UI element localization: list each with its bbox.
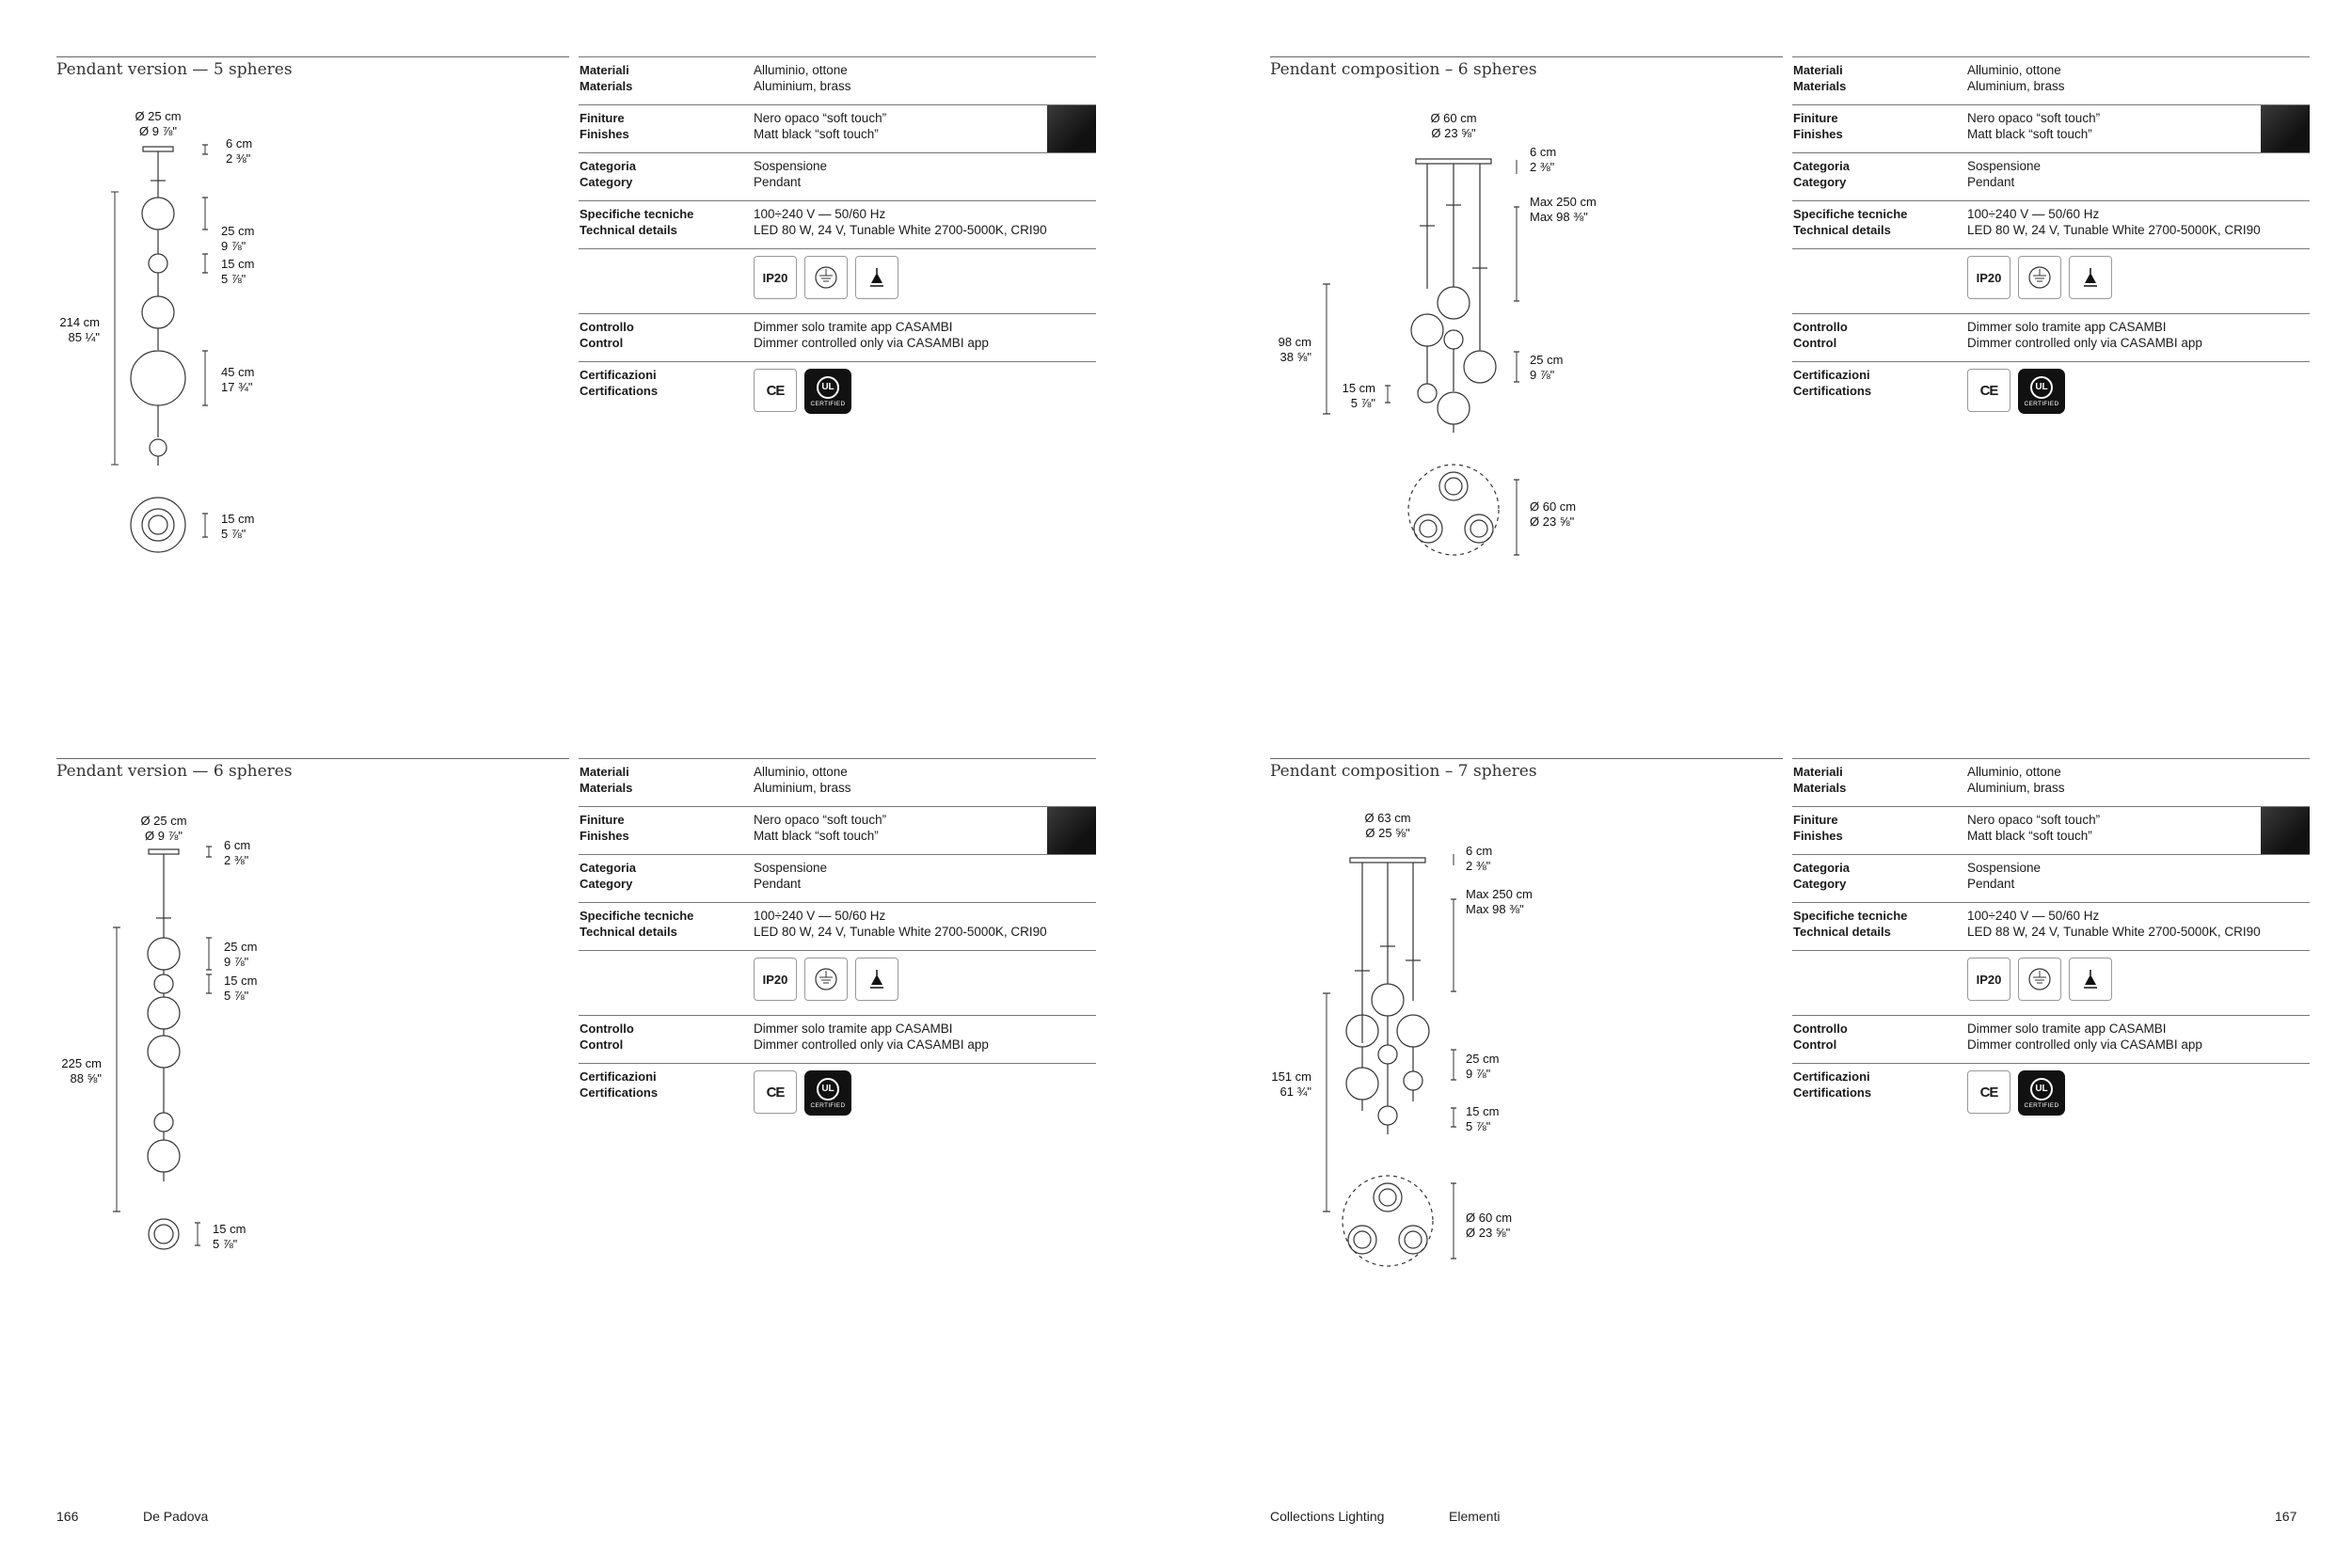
finish-swatch	[1047, 807, 1096, 854]
dim-label: Max 250 cm	[1466, 887, 1533, 901]
spec-row-certifications: Certificazioni Certifications CE UL CERTIFIED	[579, 361, 1096, 426]
dim-label: Ø 9 ⅞"	[138, 124, 178, 138]
spec-row-certifications: Certificazioni Certifications CE UL CERTIFIED	[1792, 1063, 2310, 1128]
sphere	[1378, 1106, 1397, 1125]
dim-label: 9 ⅞"	[224, 955, 249, 969]
spec-row-technical: Specifiche tecniche Technical details 100÷240 V — 50/60 Hz LED 80 W, 24 V, Tunable White 2700-5000K, CRI90	[579, 902, 1096, 950]
title-rule	[56, 56, 569, 57]
brand-name: De Padova	[143, 1509, 209, 1524]
section-name: Elementi	[1449, 1509, 1501, 1524]
dim-label: 6 cm	[1530, 145, 1557, 159]
ul-certified-icon: UL CERTIFIED	[2018, 369, 2065, 414]
ul-certified-icon: UL CERTIFIED	[804, 369, 851, 414]
dim-label: 6 cm	[224, 838, 251, 852]
sphere	[148, 997, 180, 1029]
spec-row-materials: Materiali Materials Alluminio, ottone Aluminium, brass	[1792, 758, 2310, 806]
dim-label: 6 cm	[226, 136, 253, 150]
spec-row-icons	[1792, 950, 2310, 1015]
dim-label: 2 ⅜"	[226, 151, 251, 166]
spec-table	[579, 56, 1096, 426]
plan-view	[149, 1219, 179, 1249]
dim-label: 5 ⅞"	[1350, 396, 1375, 410]
ip20-icon: IP20	[1967, 256, 2010, 299]
spec-row-control: Controllo Control Dimmer solo tramite app CASAMBI Dimmer controlled only via CASAMBI app	[579, 1015, 1096, 1063]
sphere	[148, 938, 180, 970]
spec-row-finishes: Finiture Finishes Nero opaco “soft touch” Matt black “soft touch”	[1792, 806, 2310, 854]
finish-swatch	[1047, 105, 1096, 152]
sphere	[1444, 330, 1463, 349]
spec-row-technical: Specifiche tecniche Technical details 100÷240 V — 50/60 Hz LED 80 W, 24 V, Tunable White 2700-5000K, CRI90	[1792, 200, 2310, 248]
dim-label: Max 98 ⅜"	[1466, 902, 1524, 916]
sphere	[1464, 351, 1496, 383]
spec-row-certifications: Certificazioni Certifications CE UL CERTIFIED	[1792, 361, 2310, 426]
dim-label: 5 ⅞"	[224, 989, 249, 1003]
dim-label: Ø 9 ⅞"	[144, 829, 183, 843]
canopy	[149, 849, 179, 854]
ground-symbol-icon	[804, 958, 848, 1001]
product-panel-5-spheres	[56, 56, 1101, 715]
spec-row-materials: Materiali Materials Alluminio, ottone Aluminium, brass	[579, 758, 1096, 806]
spec-row-finishes: Finiture Finishes Nero opaco “soft touch” Matt black “soft touch”	[579, 104, 1096, 152]
sphere	[149, 254, 167, 273]
ground-symbol-icon	[2018, 256, 2061, 299]
spec-row-control: Controllo Control Dimmer solo tramite app CASAMBI Dimmer controlled only via CASAMBI app	[1792, 313, 2310, 361]
dim-label: 2 ⅜"	[224, 853, 249, 867]
spec-row-technical: Specifiche tecniche Technical details 100÷240 V — 50/60 Hz LED 80 W, 24 V, Tunable White 2700-5000K, CRI90	[579, 200, 1096, 248]
dim-label: 15 cm	[224, 974, 258, 988]
dim-label: Max 250 cm	[1530, 195, 1597, 209]
product-title: Pendant composition – 7 spheres	[1270, 762, 1537, 781]
dim-label: 98 cm	[1278, 335, 1311, 349]
dim-label: Ø 25 cm	[140, 814, 187, 828]
ul-certified-icon: UL CERTIFIED	[804, 1070, 851, 1116]
dim-label: 5 ⅞"	[221, 272, 246, 286]
sphere	[142, 296, 174, 328]
downlight-icon	[2069, 958, 2112, 1001]
technical-drawing	[1270, 805, 1783, 1388]
downlight-icon	[855, 958, 898, 1001]
plan-view	[131, 498, 185, 552]
dim-label: 6 cm	[1466, 844, 1493, 858]
dim-label: 9 ⅞"	[221, 239, 246, 253]
dim-label: Max 98 ⅜"	[1530, 210, 1588, 224]
dim-label: 2 ⅜"	[1466, 859, 1491, 873]
sphere	[131, 351, 185, 405]
sphere	[1397, 1015, 1429, 1047]
dim-label: 9 ⅞"	[1530, 368, 1555, 382]
downlight-icon	[2069, 256, 2112, 299]
dim-label: 45 cm	[221, 365, 255, 379]
sphere	[150, 439, 167, 456]
sphere	[148, 1140, 180, 1172]
ul-certified-icon: UL CERTIFIED	[2018, 1070, 2065, 1116]
ip20-icon: IP20	[754, 256, 797, 299]
dim-label: 25 cm	[1466, 1052, 1500, 1066]
dim-label: Ø 23 ⅝"	[1431, 126, 1476, 140]
spec-row-category: Categoria Category Sospensione Pendant	[579, 854, 1096, 902]
sphere	[1346, 1068, 1378, 1100]
dim-label: 25 cm	[221, 224, 255, 238]
sphere	[142, 198, 174, 230]
ip20-icon: IP20	[754, 958, 797, 1001]
ce-mark-icon: CE	[754, 1070, 797, 1114]
dim-label: 38 ⅝"	[1279, 350, 1311, 364]
ce-mark-icon: CE	[1967, 369, 2010, 412]
technical-drawing	[56, 103, 569, 687]
spec-row-icons	[579, 248, 1096, 313]
spec-table	[579, 758, 1096, 1128]
dim-label: 15 cm	[221, 257, 255, 271]
dim-label: 225 cm	[61, 1056, 102, 1070]
ip20-icon: IP20	[1967, 958, 2010, 1001]
spec-table	[1792, 758, 2310, 1128]
spec-row-icons	[1792, 248, 2310, 313]
spec-row-technical: Specifiche tecniche Technical details 100÷240 V — 50/60 Hz LED 88 W, 24 V, Tunable White 2700-5000K, CRI90	[1792, 902, 2310, 950]
dim-label: Ø 25 cm	[135, 109, 182, 123]
sphere	[1411, 314, 1443, 346]
title-rule	[1270, 56, 1783, 57]
spec-row-finishes: Finiture Finishes Nero opaco “soft touch” Matt black “soft touch”	[579, 806, 1096, 854]
dim-label: 5 ⅞"	[221, 527, 246, 541]
dim-label: Ø 23 ⅝"	[1466, 1226, 1511, 1240]
spec-row-finishes: Finiture Finishes Nero opaco “soft touch” Matt black “soft touch”	[1792, 104, 2310, 152]
dim-label: 15 cm	[221, 512, 255, 526]
dim-label: 15 cm	[1342, 381, 1375, 395]
dim-label: 151 cm	[1271, 1069, 1311, 1084]
collection-name: Collections Lighting	[1270, 1509, 1385, 1524]
dim-label: Ø 23 ⅝"	[1530, 515, 1575, 529]
spec-row-category: Categoria Category Sospensione Pendant	[579, 152, 1096, 200]
ce-mark-icon: CE	[754, 369, 797, 412]
dim-label: 15 cm	[213, 1222, 246, 1236]
dim-label: Ø 63 cm	[1364, 811, 1411, 825]
product-title: Pendant composition – 6 spheres	[1270, 60, 1537, 79]
technical-drawing	[1270, 103, 1783, 687]
dim-label: Ø 60 cm	[1530, 499, 1577, 514]
dim-label: 2 ⅜"	[1530, 160, 1555, 174]
product-title: Pendant version — 5 spheres	[56, 60, 293, 79]
spec-row-category: Categoria Category Sospensione Pendant	[1792, 152, 2310, 200]
canopy	[1416, 159, 1491, 164]
dim-label: 5 ⅞"	[213, 1237, 238, 1251]
title-rule	[56, 758, 569, 759]
sphere	[1438, 287, 1470, 319]
dim-label: 17 ¾"	[221, 380, 253, 394]
page-number-right: 167	[2275, 1509, 2297, 1524]
dim-label: Ø 25 ⅝"	[1365, 826, 1410, 840]
dim-label: 61 ¾"	[1279, 1085, 1311, 1099]
spec-row-materials: Materiali Materials Alluminio, ottone Aluminium, brass	[1792, 56, 2310, 104]
product-panel-composition-6-spheres	[1270, 56, 2314, 715]
dim-label: 85 ¼"	[68, 330, 100, 344]
product-title: Pendant version — 6 spheres	[56, 762, 293, 781]
spec-row-icons	[579, 950, 1096, 1015]
technical-drawing	[56, 805, 569, 1388]
spec-row-control: Controllo Control Dimmer solo tramite app CASAMBI Dimmer controlled only via CASAMBI app	[1792, 1015, 2310, 1063]
dim-label: 15 cm	[1466, 1104, 1500, 1118]
dim-label: 88 ⅝"	[70, 1071, 102, 1085]
dim-label: 25 cm	[224, 940, 258, 954]
spec-row-category: Categoria Category Sospensione Pendant	[1792, 854, 2310, 902]
spec-row-materials: Materiali Materials Alluminio, ottone Aluminium, brass	[579, 56, 1096, 104]
canopy	[143, 147, 173, 151]
spec-row-control: Controllo Control Dimmer solo tramite app CASAMBI Dimmer controlled only via CASAMBI app	[579, 313, 1096, 361]
ground-symbol-icon	[804, 256, 848, 299]
sphere	[1418, 384, 1437, 403]
product-panel-composition-7-spheres	[1270, 758, 2314, 1417]
canopy	[1350, 858, 1425, 863]
sphere	[1438, 392, 1470, 424]
dim-label: 5 ⅞"	[1466, 1119, 1491, 1133]
sphere	[1378, 1045, 1397, 1064]
downlight-icon	[855, 256, 898, 299]
sphere	[1404, 1071, 1422, 1090]
dim-label: 214 cm	[59, 315, 100, 329]
product-panel-6-spheres	[56, 758, 1101, 1417]
sphere	[1372, 984, 1404, 1016]
spec-table	[1792, 56, 2310, 426]
dim-label: Ø 60 cm	[1466, 1211, 1513, 1225]
page-number-left: 166	[56, 1509, 79, 1524]
ce-mark-icon: CE	[1967, 1070, 2010, 1114]
finish-swatch	[2261, 807, 2310, 854]
spec-row-certifications: Certificazioni Certifications CE UL CERTIFIED	[579, 1063, 1096, 1128]
sphere	[154, 974, 173, 993]
sphere	[154, 1113, 173, 1132]
title-rule	[1270, 758, 1783, 759]
finish-swatch	[2261, 105, 2310, 152]
dim-label: 25 cm	[1530, 353, 1564, 367]
sphere	[148, 1036, 180, 1068]
dim-label: 9 ⅞"	[1466, 1067, 1491, 1081]
dim-label: Ø 60 cm	[1430, 111, 1477, 125]
ground-symbol-icon	[2018, 958, 2061, 1001]
